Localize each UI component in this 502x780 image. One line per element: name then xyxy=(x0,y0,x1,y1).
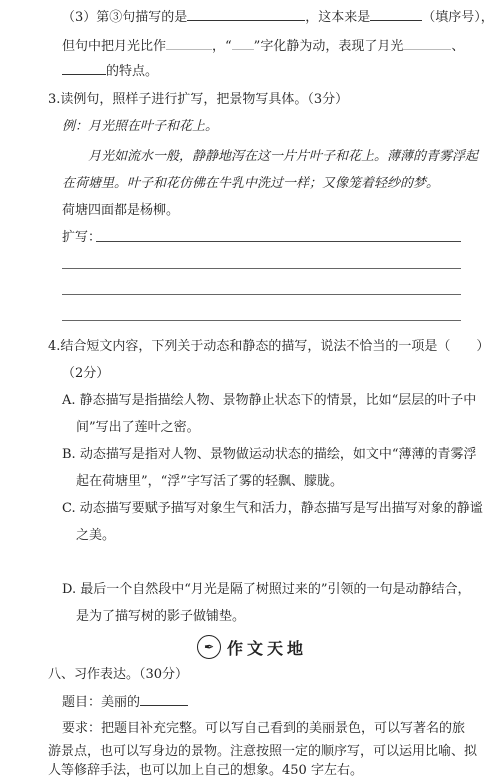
section8-req-line2: 游景点，也可以写身边的景物。注意按照一定的顺序写，可以运用比喻、拟 xyxy=(48,744,478,759)
q3-example-line1: 月光如流水一般，静静地泻在这一片片叶子和花上。薄薄的青雾浮起 xyxy=(88,149,479,164)
q3-part3-text-b: ，这本来是 xyxy=(305,10,371,25)
q3-part3-text-a: （3）第③句描写的是 xyxy=(62,10,188,25)
q3-part3-line2 xyxy=(62,37,464,56)
answer-blank[interactable] xyxy=(62,62,106,75)
q3-part3-text-c: （填序号）， xyxy=(422,10,494,25)
section-banner xyxy=(190,634,314,660)
q3-heading: 3.读例句，照样子进行扩写，把景物写具体。（3分） xyxy=(48,92,349,107)
q3-part3-text-h: 的特点。 xyxy=(106,64,159,79)
q3-part3-text-f: ”字化静为动，表现了月光 xyxy=(253,39,404,54)
writing-line[interactable] xyxy=(62,268,461,269)
q4-option-b-line1[interactable]: B. 动态描写是指对人物、景物做运动状态的描绘，如文中“薄薄的青雾浮 xyxy=(62,447,477,462)
q4-option-c-line2: 之美。 xyxy=(76,528,116,543)
section8-heading: 八、习作表达。（30分） xyxy=(48,667,189,682)
section8-req-line3: 人等修辞手法，也可以加上自己的想象。450 字左右。 xyxy=(48,763,363,778)
q4-heading: 4.结合短文内容，下列关于动态和静态的描写，说法不恰当的一项是（ ） xyxy=(48,339,490,354)
q3-part3-text-g: 、 xyxy=(451,39,465,54)
section8-topic xyxy=(62,693,188,712)
q3-part3-line1 xyxy=(62,8,494,27)
q3-part3-text-d: 但句中把月光比作 xyxy=(62,39,167,54)
q3-part3-text-e: ，“ xyxy=(212,39,232,54)
q4-score: （2分） xyxy=(62,366,110,381)
q3-example-label: 例：月光照在叶子和花上。 xyxy=(62,119,219,134)
quill-icon: ✒ xyxy=(197,635,221,659)
q3-task-sentence: 荷塘四面都是杨柳。 xyxy=(62,203,180,218)
banner-title: 作文天地 xyxy=(226,638,307,658)
answer-blank[interactable] xyxy=(187,8,305,21)
q3-expand-label: 扩写： xyxy=(62,230,102,245)
answer-blank[interactable] xyxy=(166,37,212,50)
writing-line[interactable] xyxy=(62,294,461,295)
answer-blank[interactable] xyxy=(403,37,451,50)
answer-blank[interactable] xyxy=(232,37,254,50)
topic-label: 题目：美丽的 xyxy=(62,695,141,710)
topic-blank[interactable] xyxy=(140,693,188,706)
q4-option-c-line1[interactable]: C. 动态描写要赋予描写对象生气和活力，静态描写是写出描写对象的静谧 xyxy=(62,501,483,516)
q4-option-a-line2: 间”写出了莲叶之密。 xyxy=(76,420,200,435)
writing-line[interactable] xyxy=(62,320,461,321)
q4-option-d-line1[interactable]: D. 最后一个自然段中“月光是隔了树照过来的”引领的一句是动静结合， xyxy=(62,582,471,597)
section8-req-line1: 要求：把题目补充完整。可以写自己看到的美丽景色，可以写著名的旅 xyxy=(62,721,466,736)
q3-part3-line3 xyxy=(62,62,158,81)
q4-option-d-line2: 是为了描写树的影子做铺垫。 xyxy=(76,609,246,624)
writing-line[interactable] xyxy=(96,241,461,242)
q4-option-a-line1[interactable]: A. 静态描写是指描绘人物、景物静止状态下的情景，比如“层层的叶子中 xyxy=(62,393,477,408)
q3-example-line2: 在荷塘里。叶子和花仿佛在牛乳中洗过一样；又像笼着轻纱的梦。 xyxy=(62,176,440,191)
answer-blank[interactable] xyxy=(370,8,422,21)
q4-option-b-line2: 起在荷塘里”，“浮”字写活了雾的轻飘、朦胧。 xyxy=(76,474,343,489)
